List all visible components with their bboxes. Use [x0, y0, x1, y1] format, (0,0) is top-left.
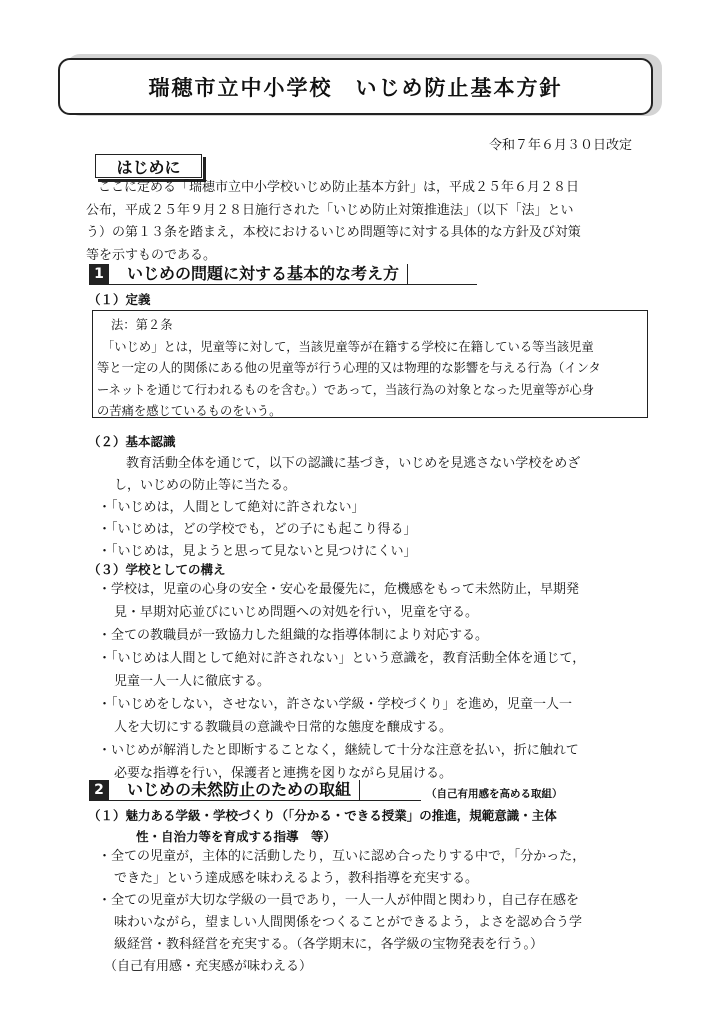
section1-title: いじめの問題に対する基本的な考え方	[109, 264, 408, 284]
section2-line: 味わいながら，望ましい人間関係をつくることができるよう，よさを認め合う学	[114, 915, 583, 930]
intro-heading: はじめに	[95, 154, 202, 178]
stance-line: 児童一人一人に徹底する。	[114, 674, 271, 689]
definition-article: 法：第２条	[111, 318, 173, 332]
subheading-basic: （２）基本認識	[88, 434, 176, 449]
stance-line: ・いじめが解消したと即断することなく，継続して十分な注意を払い，折に触れて	[98, 743, 579, 758]
section2-line: （自己有用感・充実感が味わえる）	[104, 959, 313, 974]
stance-line: ・「いじめをしない，させない，許さない学級・学校づくり」を進め，児童一人一	[98, 697, 572, 712]
intro-line: 公布，平成２５年９月２８日施行された「いじめ防止対策推進法」（以下「法」とい	[86, 202, 574, 218]
intro-line: 等を示すものである。	[86, 247, 217, 263]
section2-heading	[89, 780, 421, 801]
definition-box	[92, 310, 648, 418]
section2-line: 級経営・教科経営を充実する。（各学期末に，各学級の宝物発表を行う。）	[114, 937, 544, 952]
revision-date: 令和７年６月３０日改定	[488, 138, 632, 153]
definition-line: 「いじめ」とは，児童等に対して，当該児童等が在籍する学校に在籍している等当該児童	[102, 339, 594, 354]
title-box	[58, 58, 653, 115]
basic-item: ・「いじめは，見ようと思って見ないと見つけにくい」	[98, 544, 417, 559]
stance-line: ・学校は，児童の心身の安全・安心を最優先に，危機感をもって未然防止，早期発	[98, 582, 580, 597]
intro-line: ここに定める「瑞穂市立中小学校いじめ防止基本方針」は，平成２５年６月２８日	[98, 180, 580, 195]
section1-number: 1	[89, 264, 109, 284]
section2-note: （自己有用感を高める取組）	[426, 788, 563, 800]
subheading-stance: （３）学校としての構え	[88, 562, 226, 577]
stance-line: ・「いじめは人間として絶対に許されない」という意識を，教育活動全体を通じて，	[98, 651, 586, 666]
section2-line: ・全ての児童が，主体的に活動したり，互いに認め合ったりする中で，「分かった，	[98, 849, 586, 864]
stance-line: 必要な指導を行い，保護者と連携を図りながら見届ける。	[114, 766, 453, 781]
basic-line: し，いじめの防止等に当たる。	[114, 478, 297, 493]
section2-line: ・全ての児童が大切な学級の一員であり，一人一人が仲間と関わり，自己存在感を	[98, 893, 580, 908]
subheading-classroom: （１）魅力ある学級・学校づくり（「分かる・できる授業」の推進，規範意識・主体	[88, 808, 557, 823]
section2-line: できた」という達成感を味わえるよう，教科指導を充実する。	[114, 871, 479, 886]
stance-line: 人を大切にする教職員の意識や日常的な態度を醸成する。	[114, 720, 453, 735]
section1-heading	[89, 264, 477, 285]
definition-line: 等と一定の人的関係にある他の児童等が行う心理的又は物理的な影響を与える行為（インタ	[97, 361, 601, 375]
subheading-definition: （１）定義	[88, 292, 151, 307]
intro-line: う）の第１３条を踏まえ，本校におけるいじめ問題等に対する具体的な方針及び対策	[86, 225, 581, 240]
definition-line: の苦痛を感じているものをいう。	[97, 404, 282, 418]
subheading-classroom-cont: 性・自治力等を育成する指導 等）	[136, 829, 337, 844]
basic-item: ・「いじめは，人間として絶対に許されない」	[98, 500, 365, 515]
section2-title: いじめの未然防止のための取組	[109, 780, 360, 800]
document-title: 瑞穂市立中小学校 いじめ防止基本方針	[148, 75, 563, 100]
basic-line: 教育活動全体を通じて，以下の認識に基づき，いじめを見逃さない学校をめざ	[126, 456, 581, 471]
definition-line: ーネットを通じて行われるものを含む。）であって，当該行為の対象となった児童等が心身	[97, 382, 595, 397]
stance-line: 見・早期対応並びにいじめ問題への対処を行い，児童を守る。	[114, 605, 479, 620]
basic-item: ・「いじめは，どの学校でも，どの子にも起こり得る」	[98, 522, 417, 537]
stance-line: ・全ての教職員が一致協力した組織的な指導体制により対応する。	[98, 628, 489, 643]
section2-number: 2	[89, 780, 109, 800]
